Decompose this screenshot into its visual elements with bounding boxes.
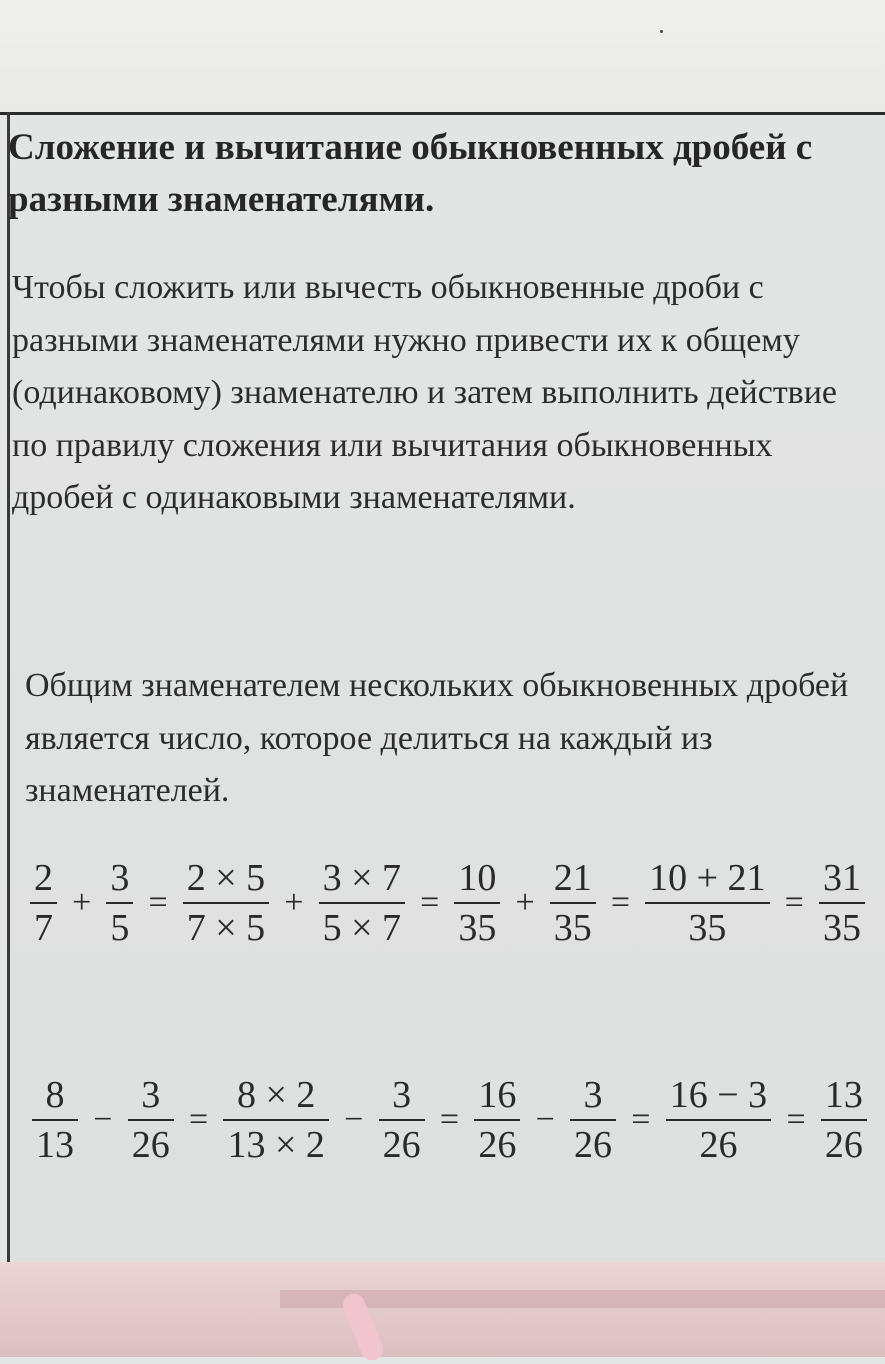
- desk-surface: [0, 1262, 885, 1357]
- fraction-bar: [379, 1119, 425, 1121]
- fraction: [379, 1074, 425, 1166]
- fraction: [319, 857, 405, 949]
- equals-sign: =: [786, 1101, 806, 1138]
- book-edge: [280, 1290, 885, 1308]
- numerator: 8 × 2: [236, 1074, 316, 1116]
- fraction-bar: [570, 1119, 616, 1121]
- denominator: 13: [36, 1124, 74, 1166]
- denominator: 35: [458, 907, 497, 949]
- denominator: 35: [553, 907, 592, 949]
- fraction: [645, 857, 769, 949]
- numerator: 3: [141, 1074, 161, 1116]
- fraction-bar: [550, 902, 596, 904]
- numerator: 16 − 3: [669, 1074, 768, 1116]
- fraction-bar: [319, 902, 405, 904]
- fraction: [128, 1074, 174, 1166]
- paper-speck: [660, 30, 663, 33]
- fraction: [454, 857, 500, 949]
- fraction-bar: [183, 902, 269, 904]
- equals-sign: =: [631, 1101, 651, 1138]
- numerator: 31: [822, 857, 861, 899]
- equals-sign: =: [610, 884, 631, 921]
- denominator: 35: [688, 907, 727, 949]
- plus-sign: +: [284, 884, 304, 921]
- fraction: [821, 1074, 867, 1166]
- denominator: 26: [382, 1124, 421, 1166]
- denominator: 7 × 5: [186, 907, 266, 949]
- fraction-bar: [30, 902, 57, 904]
- fraction-bar: [821, 1119, 867, 1121]
- fraction-bar: [454, 902, 500, 904]
- fraction: [570, 1074, 616, 1166]
- plus-sign: +: [72, 884, 92, 921]
- denominator: 7: [34, 907, 53, 949]
- equals-sign: =: [148, 884, 168, 921]
- equals-sign: =: [188, 1101, 209, 1138]
- fraction: [32, 1074, 78, 1166]
- fraction-bar: [474, 1119, 520, 1121]
- numerator: 16: [478, 1074, 517, 1116]
- numerator: 2 × 5: [186, 857, 266, 899]
- fraction-bar: [106, 902, 133, 904]
- numerator: 10 + 21: [649, 857, 766, 899]
- denominator: 35: [822, 907, 861, 949]
- numerator: 3: [392, 1074, 412, 1116]
- page-top-margin: [0, 0, 885, 112]
- equals-sign: =: [439, 1101, 460, 1138]
- fraction: [474, 1074, 520, 1166]
- numerator: 2: [34, 857, 53, 899]
- addition-example: [30, 848, 865, 958]
- denominator: 5 × 7: [322, 907, 401, 949]
- numerator: 13: [824, 1074, 863, 1116]
- denominator: 26: [131, 1124, 170, 1166]
- fraction-bar: [32, 1119, 78, 1121]
- minus-sign: −: [535, 1101, 555, 1138]
- fraction-bar: [645, 902, 769, 904]
- denominator: 5: [110, 907, 130, 949]
- fraction: [183, 857, 269, 949]
- denominator: 13 × 2: [227, 1124, 325, 1166]
- equals-sign: =: [784, 884, 804, 921]
- definition-paragraph: Общим знаменателем нескольких обыкновенных дробей является число, которое делиться на каждый из знаменателей.: [25, 667, 849, 809]
- fraction-bar: [819, 902, 865, 904]
- denominator: 26: [699, 1124, 738, 1166]
- rule-paragraph: Чтобы сложить или вычесть обыкновенные дроби с разными знаменателями нужно привести их к общему (одинаковому) знаменателю и затем выполнить действие по правилу сложения или вычитания обыкновенных дробей с одинаковыми знаменателями.: [12, 269, 838, 516]
- equals-sign: =: [420, 884, 440, 921]
- box-left-border: [7, 112, 10, 1262]
- minus-sign: −: [93, 1101, 113, 1138]
- subtraction-example: [32, 1065, 867, 1175]
- fraction: [223, 1074, 328, 1166]
- numerator: 3 × 7: [322, 857, 401, 899]
- fraction: [30, 857, 57, 949]
- fraction-bar: [666, 1119, 771, 1121]
- minus-sign: −: [344, 1101, 364, 1138]
- page-title: Сложение и вычитание обыкновенных дробей с разными знаменателями.: [8, 127, 813, 220]
- numerator: 8: [45, 1074, 65, 1116]
- fraction-bar: [223, 1119, 328, 1121]
- plus-sign: +: [515, 884, 535, 921]
- denominator: 26: [574, 1124, 613, 1166]
- fraction: [666, 1074, 771, 1166]
- fraction: [106, 857, 133, 949]
- fraction-bar: [128, 1119, 174, 1121]
- numerator: 3: [110, 857, 130, 899]
- denominator: 26: [824, 1124, 863, 1166]
- denominator: 26: [478, 1124, 517, 1166]
- fraction: [819, 857, 865, 949]
- fraction: [550, 857, 596, 949]
- numerator: 10: [458, 857, 497, 899]
- numerator: 21: [553, 857, 592, 899]
- numerator: 3: [583, 1074, 603, 1116]
